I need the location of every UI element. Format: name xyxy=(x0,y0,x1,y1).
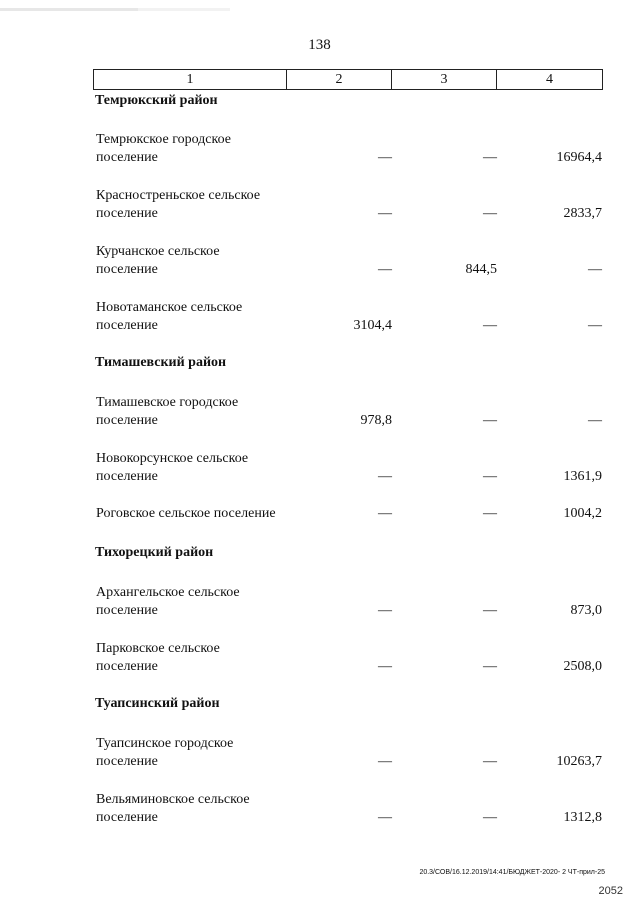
value-col-4: 16964,4 xyxy=(556,150,602,165)
district-heading: Темрюкский район xyxy=(95,93,218,108)
value-col-2: 978,8 xyxy=(360,413,392,428)
value-col-4: 1004,2 xyxy=(563,506,602,521)
value-col-4: 2508,0 xyxy=(563,659,602,674)
column-header-3: 3 xyxy=(392,70,497,90)
value-col-4: — xyxy=(588,413,602,428)
district-heading: Тихорецкий район xyxy=(95,545,214,560)
settlement-name: Тимашевское городское поселение xyxy=(96,395,239,428)
value-col-3: — xyxy=(483,754,497,769)
column-header-row xyxy=(94,70,603,90)
value-col-3: — xyxy=(483,506,497,521)
settlement-name: Архангельское сельское поселение xyxy=(96,585,240,618)
scan-header-smudge xyxy=(0,8,230,11)
settlement-name: Новотаманское сельское поселение xyxy=(96,300,243,333)
value-col-2: 3104,4 xyxy=(353,318,392,333)
value-col-4: 873,0 xyxy=(570,603,602,618)
value-col-2: — xyxy=(378,603,392,618)
value-col-2: — xyxy=(378,262,392,277)
column-header-table xyxy=(93,69,603,90)
value-col-3: — xyxy=(483,603,497,618)
settlement-name: Курчанское сельское поселение xyxy=(96,244,220,277)
settlement-name: Парковское сельское поселение xyxy=(96,641,220,674)
district-heading: Тимашевский район xyxy=(95,355,227,370)
value-col-3: — xyxy=(483,469,497,484)
value-col-4: — xyxy=(588,318,602,333)
value-col-3: — xyxy=(483,150,497,165)
value-col-2: — xyxy=(378,810,392,825)
value-col-2: — xyxy=(378,754,392,769)
settlement-name: Красностреньское сельское поселение xyxy=(96,188,261,221)
value-col-3: — xyxy=(483,810,497,825)
value-col-3: — xyxy=(483,206,497,221)
value-col-2: — xyxy=(378,659,392,674)
settlement-name: Туапсинское городское поселение xyxy=(96,736,234,769)
settlement-name: Вельяминовское сельское поселение xyxy=(96,792,250,825)
column-header-4: 4 xyxy=(497,70,603,90)
value-col-2: — xyxy=(378,469,392,484)
value-col-4: 2833,7 xyxy=(563,206,602,221)
value-col-3: — xyxy=(483,659,497,674)
corner-page-number: 2052 xyxy=(598,885,623,897)
document-footer-code: 20.3/СОВ/16.12.2019/14:41/БЮДЖЕТ-2020- 2 ЧТ-прил-25 xyxy=(419,869,605,876)
value-col-2: — xyxy=(378,150,392,165)
value-col-4: 10263,7 xyxy=(556,754,602,769)
value-col-2: — xyxy=(378,506,392,521)
settlement-name: Новокорсунское сельское поселение xyxy=(96,451,249,484)
page-number: 138 xyxy=(308,37,331,53)
column-header-1: 1 xyxy=(94,70,287,90)
value-col-3: — xyxy=(483,318,497,333)
value-col-3: 844,5 xyxy=(465,262,497,277)
district-heading: Туапсинский район xyxy=(95,696,220,711)
settlement-name: Роговское сельское поселение xyxy=(96,506,276,521)
column-header-2: 2 xyxy=(287,70,392,90)
value-col-3: — xyxy=(483,413,497,428)
value-col-2: — xyxy=(378,206,392,221)
value-col-4: 1361,9 xyxy=(563,469,602,484)
settlement-name: Темрюкское городское поселение xyxy=(96,132,231,165)
value-col-4: — xyxy=(588,262,602,277)
value-col-4: 1312,8 xyxy=(563,810,602,825)
